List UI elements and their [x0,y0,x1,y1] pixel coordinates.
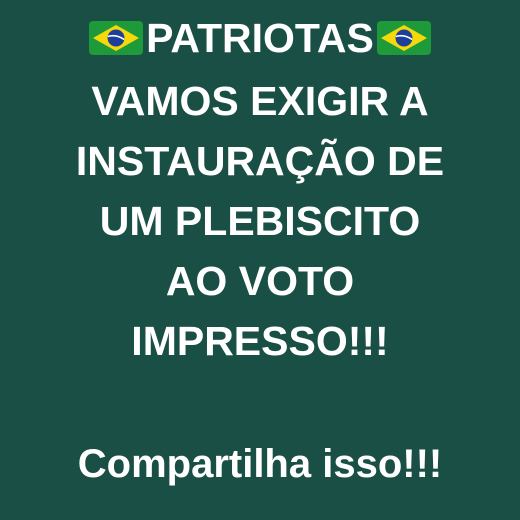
message-line-2: INSTAURAÇÃO DE [75,138,445,184]
headline-text: PATRIOTAS [146,15,374,61]
message-line-3: UM PLEBISCITO [99,198,421,244]
message-line-5: IMPRESSO!!! [131,318,389,364]
message-line-1: VAMOS EXIGIR A [91,78,429,124]
call-to-action: Compartilha isso!!! [77,442,443,486]
headline-row [0,14,520,62]
brazil-flag-icon [88,18,144,58]
brazil-flag-icon [376,18,432,58]
message-line-4: AO VOTO [165,258,355,304]
